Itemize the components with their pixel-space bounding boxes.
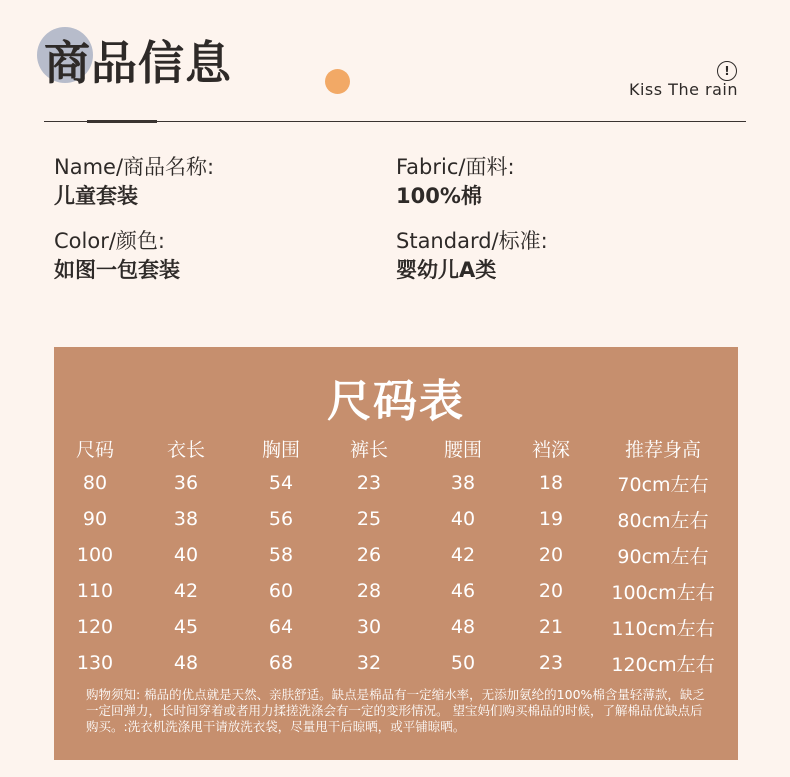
column-header: 胸围 <box>261 438 300 461</box>
table-cell: 30 <box>356 616 382 638</box>
table-cell: 70cm左右 <box>617 473 709 496</box>
size-chart-panel <box>54 347 738 760</box>
table-cell: 46 <box>450 580 476 602</box>
column-header: 裆深 <box>531 438 570 461</box>
table-cell: 54 <box>268 472 294 494</box>
table-cell: 90 <box>82 508 108 530</box>
table-cell: 20 <box>538 580 564 602</box>
table-cell: 100cm左右 <box>611 581 715 604</box>
column-header: 腰围 <box>443 438 482 461</box>
fabric-value: 100%棉 <box>396 184 482 209</box>
table-cell: 80cm左右 <box>617 509 709 532</box>
table-cell: 23 <box>538 652 564 674</box>
table-cell: 19 <box>538 508 564 530</box>
table-cell: 48 <box>450 616 476 638</box>
table-cell: 120 <box>76 616 114 638</box>
color-label: Color/颜色: <box>54 229 165 253</box>
table-row <box>54 609 738 645</box>
header-divider-accent <box>87 120 157 123</box>
standard-label: Standard/标准: <box>396 229 548 253</box>
table-cell: 120cm左右 <box>611 653 715 676</box>
size-chart-title: 尺码表 <box>327 376 465 427</box>
column-header: 尺码 <box>75 438 114 461</box>
table-row <box>54 501 738 537</box>
size-table-header-row <box>54 431 738 465</box>
table-cell: 38 <box>450 472 476 494</box>
table-cell: 58 <box>268 544 294 566</box>
color-value: 如图一包套装 <box>54 258 180 283</box>
table-row <box>54 537 738 573</box>
table-cell: 42 <box>173 580 199 602</box>
standard-field <box>396 229 548 283</box>
column-header: 衣长 <box>166 438 205 461</box>
table-cell: 36 <box>173 472 199 494</box>
table-cell: 110cm左右 <box>611 617 715 640</box>
table-cell: 26 <box>356 544 382 566</box>
brand-name: Kiss The rain <box>628 80 738 99</box>
product-name-label: Name/商品名称: <box>54 155 215 179</box>
shopping-note: 购物须知: 棉品的优点就是天然、亲肤舒适。缺点是棉品有一定缩水率，无添加氨纶的100%棉含量轻薄款，缺乏一定回弹力，长时间穿着或者用力揉搓洗涤会有一定的变形情况。 望宝妈们购买棉品的时候，了解棉品优缺点后购买。:洗衣机洗涤甩干请放洗衣袋，尽量甩干后晾晒，或平铺晾晒。 <box>86 687 705 734</box>
table-cell: 45 <box>173 616 199 638</box>
table-cell: 42 <box>450 544 476 566</box>
info-icon: ! <box>717 61 737 81</box>
column-header: 推荐身高 <box>624 438 701 461</box>
column-header: 裤长 <box>349 438 388 461</box>
size-table <box>54 431 738 681</box>
table-cell: 60 <box>268 580 294 602</box>
table-cell: 38 <box>173 508 199 530</box>
table-cell: 90cm左右 <box>617 545 709 568</box>
table-cell: 56 <box>268 508 294 530</box>
standard-value: 婴幼儿A类 <box>396 258 497 283</box>
table-cell: 80 <box>82 472 108 494</box>
table-cell: 32 <box>356 652 382 674</box>
table-row <box>54 645 738 681</box>
fabric-field <box>396 155 515 209</box>
table-row <box>54 465 738 501</box>
table-cell: 68 <box>268 652 294 674</box>
decorative-orange-dot <box>325 69 350 94</box>
table-cell: 110 <box>76 580 114 602</box>
table-cell: 50 <box>450 652 476 674</box>
table-cell: 130 <box>76 652 114 674</box>
table-cell: 40 <box>450 508 476 530</box>
product-name-field <box>54 155 214 209</box>
table-cell: 64 <box>268 616 294 638</box>
table-cell: 100 <box>76 544 114 566</box>
table-cell: 20 <box>538 544 564 566</box>
table-cell: 28 <box>356 580 382 602</box>
table-cell: 18 <box>538 472 564 494</box>
table-cell: 21 <box>538 616 564 638</box>
table-cell: 23 <box>356 472 382 494</box>
page-title: 商品信息 <box>44 36 232 90</box>
fabric-label: Fabric/面料: <box>396 155 515 179</box>
table-cell: 48 <box>173 652 199 674</box>
table-row <box>54 573 738 609</box>
product-name-value: 儿童套装 <box>54 184 138 209</box>
table-cell: 40 <box>173 544 199 566</box>
table-cell: 25 <box>356 508 382 530</box>
color-field <box>54 229 180 283</box>
